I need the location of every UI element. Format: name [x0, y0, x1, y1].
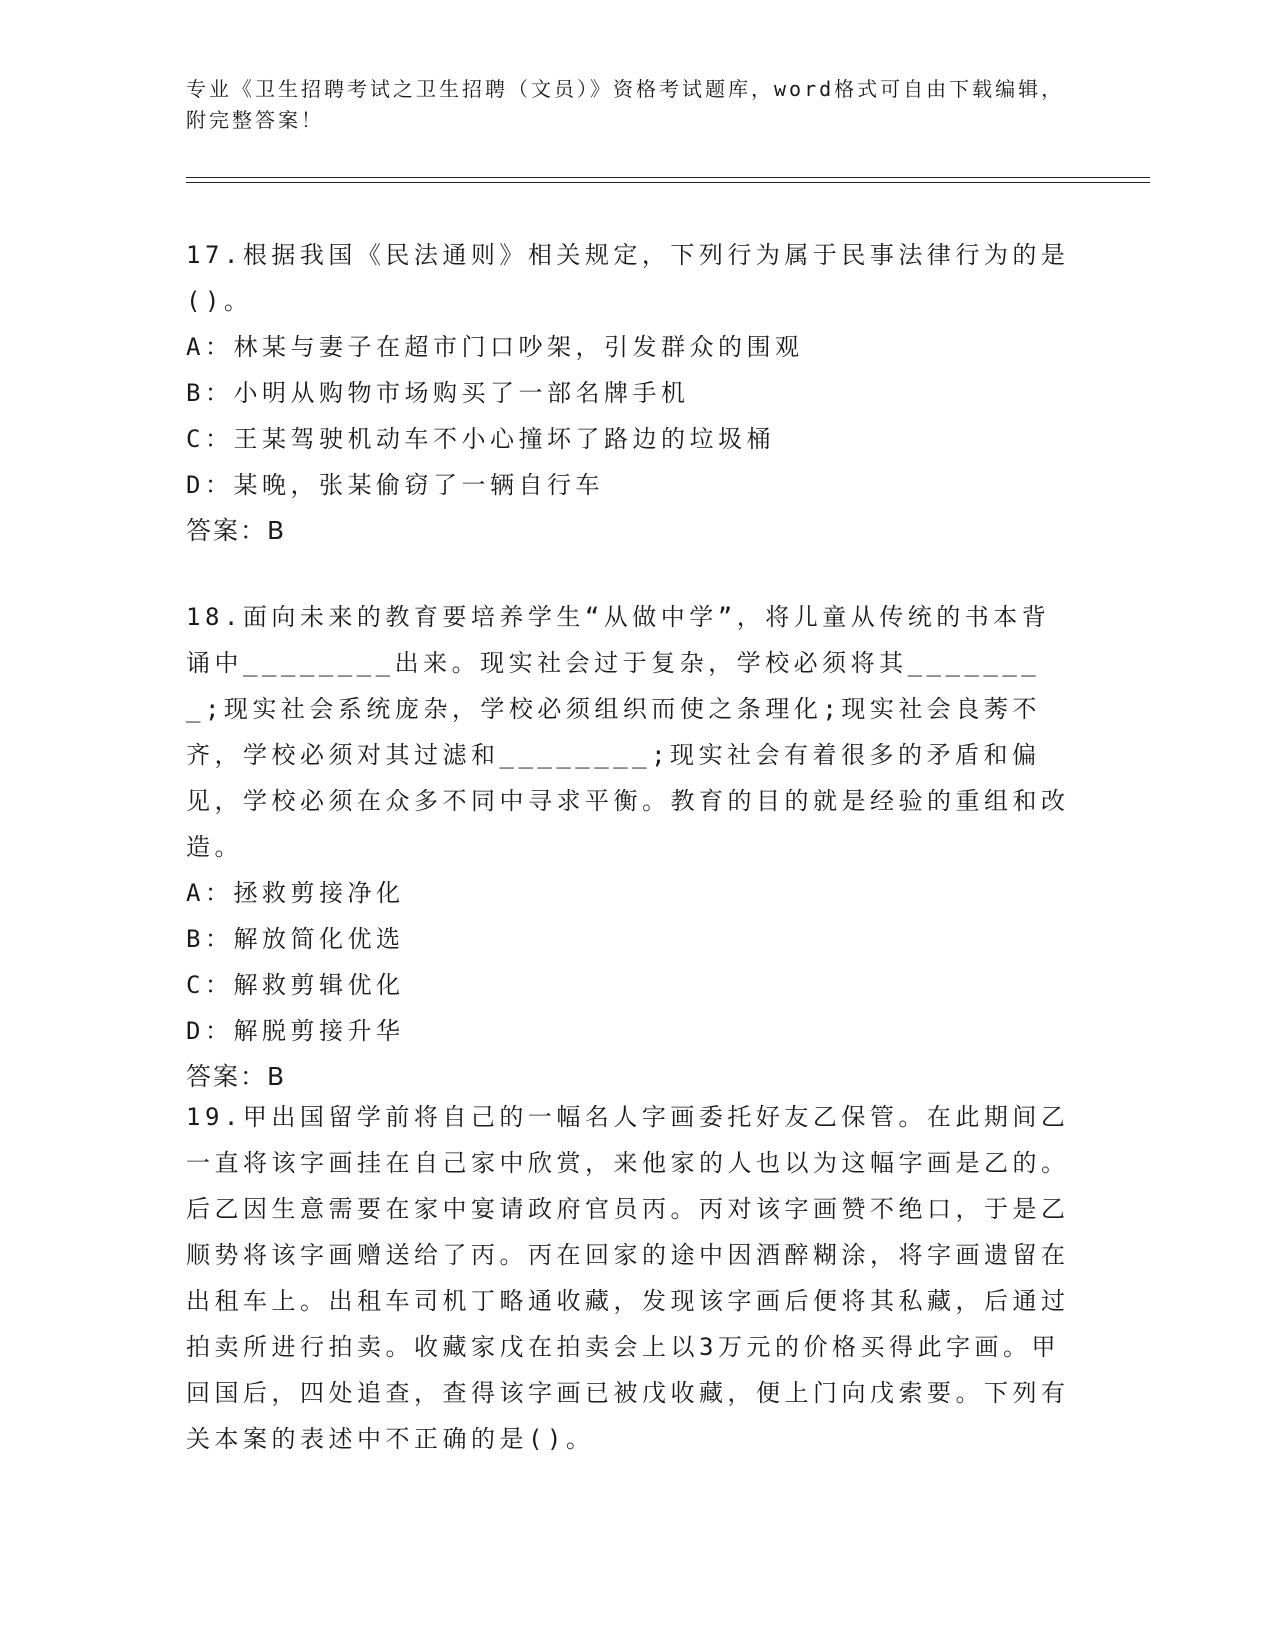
question-17: [186, 232, 1076, 554]
answer-text: 答案：B: [186, 1062, 287, 1091]
option-d: D：某晚，张某偷窃了一辆自行车: [186, 471, 604, 499]
header-rule-top: [186, 177, 1150, 178]
document-header: 专业《卫生招聘考试之卫生招聘（文员）》资格考试题库，word格式可自由下载编辑，附完整答案！: [186, 77, 1065, 132]
question-18: [186, 594, 1076, 1100]
option-b: B：解放简化优选: [186, 925, 405, 953]
header-rule-bottom: [186, 182, 1150, 183]
question-19: [186, 1094, 1076, 1462]
option-c: C：王某驾驶机动车不小心撞坏了路边的垃圾桶: [186, 425, 775, 453]
option-b: B：小明从购物市场购买了一部名牌手机: [186, 379, 690, 407]
option-d: D：解脱剪接升华: [186, 1017, 405, 1045]
question-stem: 18.面向未来的教育要培养学生“从做中学”，将儿童从传统的书本背诵中________出来。现实社会过于复杂，学校必须将其________;现实社会系统庞杂，学校必须组织而使之条理化;现实社会良莠不齐，学校必须对其过滤和________;现实社会有着很多的矛盾和偏见，学校必须在众多不同中寻求平衡。教育的目的就是经验的重组和改造。: [186, 603, 1070, 861]
question-stem: 19.甲出国留学前将自己的一幅名人字画委托好友乙保管。在此期间乙一直将该字画挂在自己家中欣赏，来他家的人也以为这幅字画是乙的。后乙因生意需要在家中宴请政府官员丙。丙对该字画赞不绝口，于是乙顺势将该字画赠送给了丙。丙在回家的途中因酒醉糊涂，将字画遗留在出租车上。出租车司机丁略通收藏，发现该字画后便将其私藏，后通过拍卖所进行拍卖。收藏家戊在拍卖会上以3万元的价格买得此字画。甲回国后，四处追查，查得该字画已被戊收藏，便上门向戊索要。下列有关本案的表述中不正确的是()。: [186, 1103, 1070, 1453]
answer-text: 答案：B: [186, 516, 287, 545]
question-stem: 17.根据我国《民法通则》相关规定，下列行为属于民事法律行为的是()。: [186, 241, 1070, 315]
option-a: A：拯救剪接净化: [186, 879, 405, 907]
option-a: A：林某与妻子在超市门口吵架，引发群众的围观: [186, 333, 804, 361]
option-c: C：解救剪辑优化: [186, 971, 405, 999]
